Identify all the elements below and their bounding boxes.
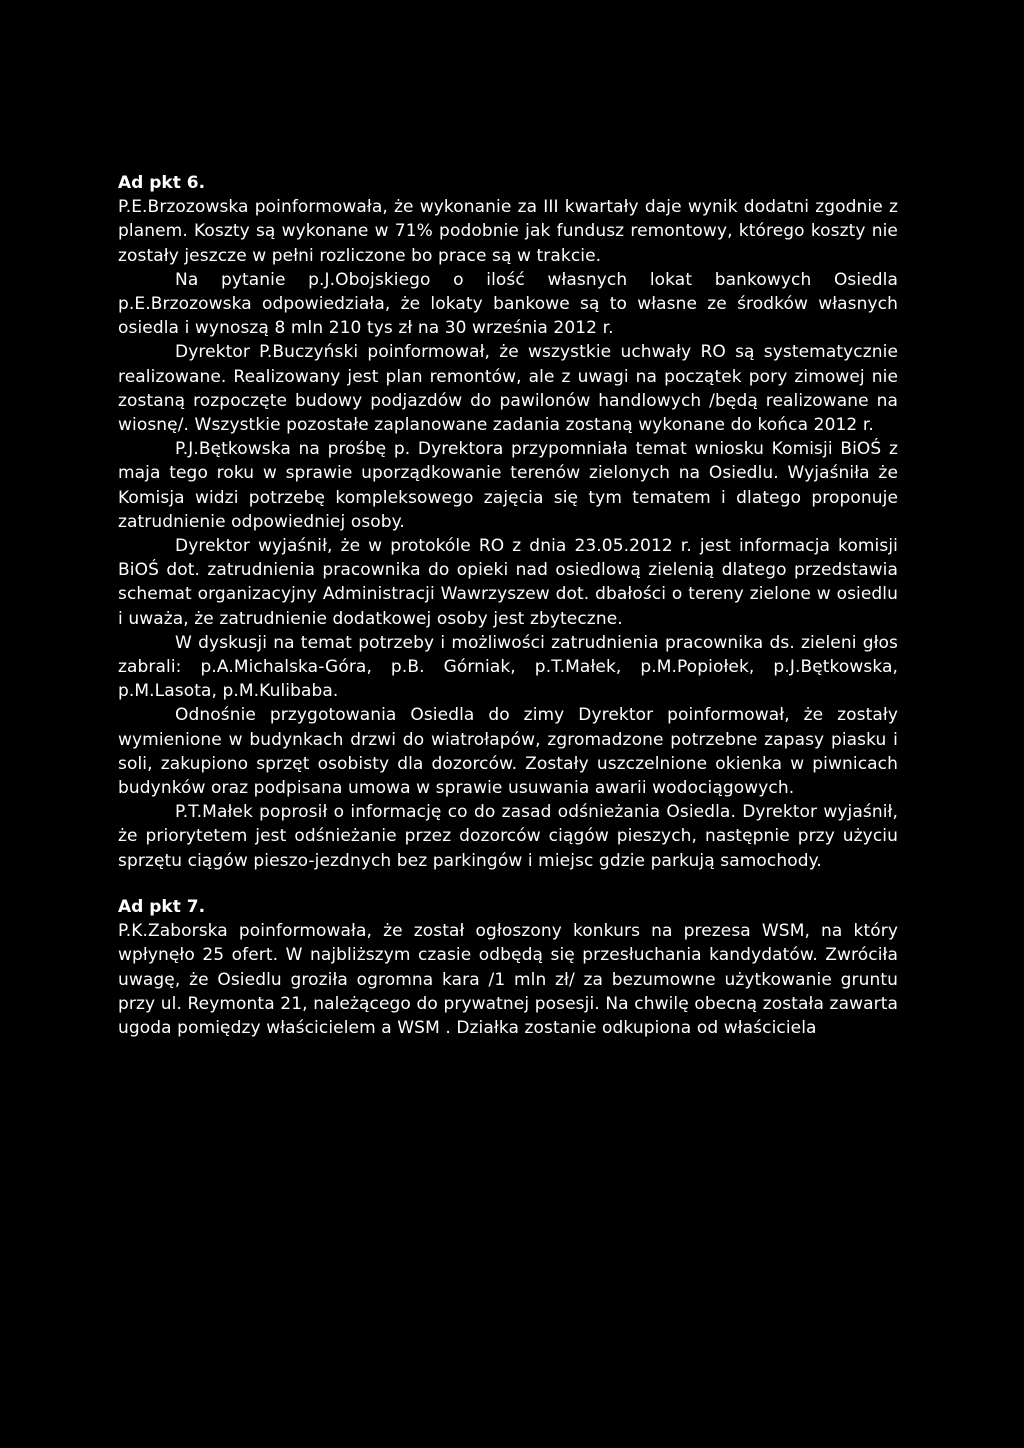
paragraph-winter-preparation: Odnośnie przygotowania Osiedla do zimy Dyrektor poinformował, że zostały wymienione w budynkach drzwi do wiatrołapów, zgromadzone potrzebne zapasy piasku i soli, zakupiono sprzęt osobisty dla dozorców. Zostały uszczelnione okienka w piwnicach budynków oraz podpisana umowa w sprawie usuwania awarii wodociągowych. (118, 705, 898, 799)
paragraph-resolutions-status: Dyrektor P.Buczyński poinformował, że wszystkie uchwały RO są systematycznie realizowane. Realizowany jest plan remontów, ale z uwagi na początek pory zimowej nie zostaną rozpoczęte budowy podjazdów do pawilonów handlowych /będą realizowane na wiosnę/. Wszystkie pozostałe zaplanowane zadania zostaną wykonane do końca 2012 r. (118, 342, 898, 436)
paragraph-wsm-president-contest: P.K.Zaborska poinformowała, że został ogłoszony konkurs na prezesa WSM, na który wpłynęło 25 ofert. W najbliższym czasie odbędą się przesłuchania kandydatów. Zwróciła uwagę, że Osiedlu groziła ogromna kara /1 mln zł/ za bezumowne użytkowanie gruntu przy ul. Reymonta 21, należącego do prywatnej posesji. Na chwilę obecną została zawarta ugoda pomiędzy właścicielem a WSM . Działka zostanie odkupiona od właściciela (118, 921, 898, 1038)
paragraph-budget-execution: P.E.Brzozowska poinformowała, że wykonanie za III kwartały daje wynik dodatni zgodnie z planem. Koszty są wykonane w 71% podobnie jak fundusz remontowy, którego koszty nie zostały jeszcze w pełni rozliczone bo prace są w trakcie. (118, 197, 898, 266)
paragraph-bank-deposits: Na pytanie p.J.Obojskiego o ilość własnych lokat bankowych Osiedla p.E.Brzozowska odpowiedziała, że lokaty bankowe są to własne ze środków własnych osiedla i wynoszą 8 mln 210 tys zł na 30 września 2012 r. (118, 269, 898, 339)
paragraph-director-explanation: Dyrektor wyjaśnił, że w protokóle RO z dnia 23.05.2012 r. jest informacja komisji BiOŚ dot. zatrudnienia pracownika do opieki nad osiedlową zielenią dlatego przedstawia schemat organizacyjny Administracji Wawrzyszew dot. dbałości o tereny zielone w osiedlu i uważa, że zatrudnienie dodatkowej osoby jest zbyteczne. (118, 536, 898, 629)
section-7-heading: Ad pkt 7. (118, 896, 206, 917)
section-spacer (118, 873, 898, 895)
paragraph-bios-commission-request: P.J.Bętkowska na prośbę p. Dyrektora przypomniała temat wniosku Komisji BiOŚ z maja tego roku w sprawie uporządkowanie terenów zielonych na Osiedlu. Wyjaśniła że Komisja widzi potrzebę kompleksowego zajęcia się tym tematem i dlatego proponuje zatrudnienie odpowiedniej osoby. (118, 439, 898, 532)
paragraph-snow-removal: P.T.Małek poprosił o informację co do zasad odśnieżania Osiedla. Dyrektor wyjaśnił, że priorytetem jest odśnieżanie przez dozorców ciągów pieszych, następnie przy użyciu sprzętu ciągów pieszo-jezdnych bez parkingów i miejsc gdzie parkują samochody. (118, 802, 898, 871)
section-6-heading: Ad pkt 6. (118, 173, 206, 193)
document-body (118, 171, 898, 1040)
paragraph-discussion-participants: W dyskusji na temat potrzeby i możliwości zatrudnienia pracownika ds. zieleni głos zabrali: p.A.Michalska-Góra, p.B. Górniak, p.T.Małek, p.M.Popiołek, p.J.Bętkowska, p.M.Lasota, p.M.Kulibaba. (118, 632, 898, 702)
